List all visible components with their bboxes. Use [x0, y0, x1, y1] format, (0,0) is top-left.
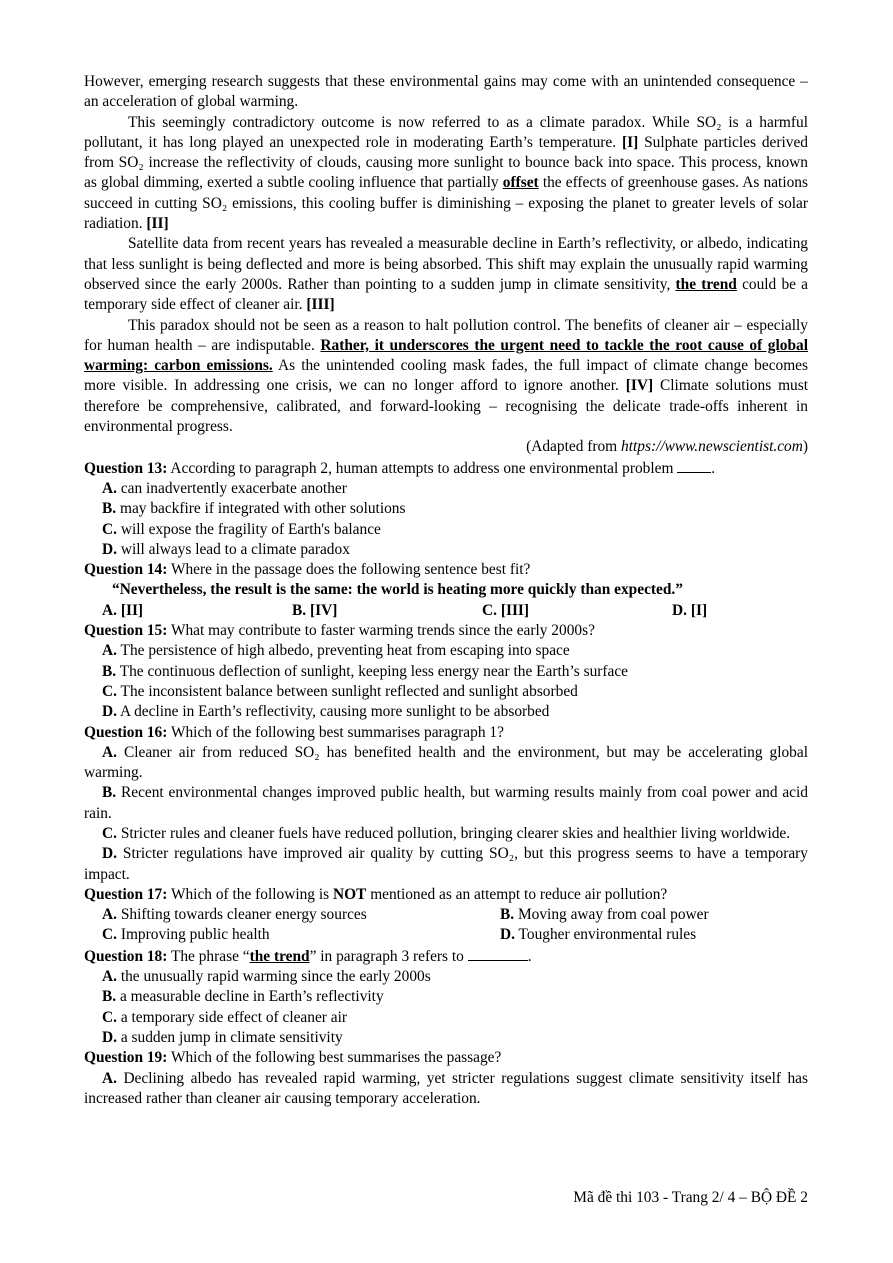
option-17-d[interactable]: D. Tougher environmental rules [500, 926, 697, 944]
option-14-d[interactable]: D. [I] [672, 601, 708, 619]
paragraph-1-end: However, emerging research suggests that these environmental gains may come with an unintended consequence – an acceleration of global warming. [84, 73, 808, 111]
option-14-a[interactable]: A. [II] [102, 601, 144, 619]
option-15-b[interactable]: B. The continuous deflection of sunlight, keeping less energy near the Earth’s surface [102, 662, 629, 680]
question-16: Question 16: Which of the following best summarises paragraph 1? A. Cleaner air from reduced SO₂ has benefited health and the environment, but may be accelerating global warming. B. Recent environmental changes improved public health, but warming results mainly from coal power and acid rain. C. Stricter rules and cleaner fuels have reduced pollution, bringing clearer skies and healthier living worldwide. D. Stricter regulations have improved air quality by cutting SO₂, but this progress seems to have a temporary impact. [84, 723, 808, 885]
option-13-d[interactable]: D. will always lead to a climate paradox [102, 540, 350, 558]
option-17-c[interactable]: C. Improving public health [102, 926, 270, 944]
option-16-b[interactable]: B. Recent environmental changes improved public health, but warming results mainly from coal power and acid rain. [84, 784, 808, 822]
option-18-c[interactable]: C. a temporary side effect of cleaner air [102, 1008, 347, 1026]
answer-blank [677, 458, 711, 473]
question-14: Question 14: Where in the passage does the following sentence best fit? “Nevertheless, the result is the same: the world is heating more quickly than expected.” A. [II] B. [IV] C. [III] D. [I] [84, 560, 808, 621]
question-13: Question 13: According to paragraph 2, human attempts to address one environmental problem . A. can inadvertently exacerbate another B. may backfire if integrated with other solutions C. will expose the fragility of Earth's balance D. will always lead to a climate paradox [84, 458, 808, 560]
quoted-sentence: “Nevertheless, the result is the same: the world is heating more quickly than expected.” [112, 581, 683, 599]
option-19-a[interactable]: A. Declining albedo has revealed rapid warming, yet stricter regulations suggest climate sensitivity itself has increased rather than cleaner air causing temporary acceleration. [84, 1069, 808, 1107]
option-14-b[interactable]: B. [IV] [292, 601, 338, 619]
option-16-a[interactable]: A. Cleaner air from reduced SO₂ has benefited health and the environment, but may be accelerating global warming. [84, 743, 808, 782]
paragraph-4: This paradox should not be seen as a reason to halt pollution control. The benefits of cleaner air – especially for human health – are indisputable. Rather, it underscores the urgent need to tackle the root cause of global warming: carbon emissions. As the unintended cooling mask fades, the full impact of climate change becomes more visible. In addressing one crisis, we can no longer afford to ignore another. [IV] Climate solutions must therefore be comprehensive, calibrated, and forward-looking – recognising the delicate trade-offs inherent in environmental progress. [84, 316, 809, 436]
word-offset: offset [502, 174, 539, 192]
option-17-b[interactable]: B. Moving away from coal power [500, 906, 709, 924]
option-17-a[interactable]: A. Shifting towards cleaner energy sources [102, 906, 367, 924]
question-18: Question 18: The phrase “the trend” in paragraph 3 refers to . A. the unusually rapid warming since the early 2000s B. a measurable decline in Earth’s reflectivity C. a temporary side effect of cleaner air D. a sudden jump in climate sensitivity [84, 946, 808, 1048]
option-18-d[interactable]: D. a sudden jump in climate sensitivity [102, 1028, 343, 1046]
option-15-d[interactable]: D. A decline in Earth’s reflectivity, causing more sunlight to be absorbed [102, 703, 550, 721]
source-citation: (Adapted from https://www.newscientist.com) [526, 438, 808, 456]
marker-1: [I] [621, 133, 639, 151]
option-16-d[interactable]: D. Stricter regulations have improved air quality by cutting SO₂, but this progress seems to have a temporary impact. [84, 845, 808, 883]
question-19: Question 19: Which of the following best summarises the passage? A. Declining albedo has revealed rapid warming, yet stricter regulations suggest climate sensitivity itself has increased rather than cleaner air causing temporary acceleration. [84, 1048, 808, 1109]
page-footer: Mã đề thi 103 - Trang 2/ 4 – BỘ ĐỀ 2 [573, 1189, 808, 1206]
option-18-a[interactable]: A. the unusually rapid warming since the early 2000s [102, 968, 431, 986]
exam-page [84, 72, 808, 1109]
option-15-c[interactable]: C. The inconsistent balance between sunlight reflected and sunlight absorbed [102, 682, 578, 700]
question-17: Question 17: Which of the following is NOT mentioned as an attempt to reduce air pollution? A. Shifting towards cleaner energy sources B. Moving away from coal power C. Improving public health D. Tougher environmental rules [84, 885, 808, 946]
marker-3: [III] [306, 296, 335, 314]
answer-blank [468, 946, 528, 961]
option-15-a[interactable]: A. The persistence of high albedo, preventing heat from escaping into space [102, 642, 570, 660]
underlined-sentence: Rather, it underscores the urgent need to tackle the root cause of global warming: carbon emissions. [84, 336, 808, 375]
option-18-b[interactable]: B. a measurable decline in Earth’s reflectivity [102, 988, 384, 1006]
option-14-c[interactable]: C. [III] [482, 601, 530, 619]
option-13-c[interactable]: C. will expose the fragility of Earth's balance [102, 520, 381, 538]
paragraph-3: Satellite data from recent years has revealed a measurable decline in Earth’s reflectivity, or albedo, indicating that less sunlight is being deflected and more is being absorbed. This shift may explain the unusually rapid warming observed since the early 2000s. Rather than pointing to a sudden jump in climate sensitivity, the trend could be a temporary side effect of cleaner air. [III] [84, 235, 808, 314]
option-13-b[interactable]: B. may backfire if integrated with other solutions [102, 500, 406, 518]
question-15: Question 15: What may contribute to faster warming trends since the early 2000s? A. The persistence of high albedo, preventing heat from escaping into space B. The continuous deflection of sunlight, keeping less energy near the Earth’s surface C. The inconsistent balance between sunlight reflected and sunlight absorbed D. A decline in Earth’s reflectivity, causing more sunlight to be absorbed [84, 621, 808, 722]
phrase-the-trend: the trend [675, 275, 737, 293]
option-13-a[interactable]: A. can inadvertently exacerbate another [102, 479, 347, 497]
paragraph-2: This seemingly contradictory outcome is now referred to as a climate paradox. While SO₂ is a harmful pollutant, it has long played an unexpected role in moderating Earth’s temperature. [I] Sulphate particles derived from SO₂ increase the reflectivity of clouds, causing more sunlight to bounce back into space. This process, known as global dimming, exerted a subtle cooling influence that partially offset the effects of greenhouse gases. As nations succeed in cutting SO₂ emissions, this cooling buffer is diminishing – exposing the planet to greater levels of solar radiation. [II] [84, 113, 808, 233]
marker-4: [IV] [625, 377, 654, 395]
marker-2: [II] [146, 215, 169, 233]
option-16-c[interactable]: C. Stricter rules and cleaner fuels have reduced pollution, bringing clearer skies and healthier living worldwide. [102, 824, 791, 842]
